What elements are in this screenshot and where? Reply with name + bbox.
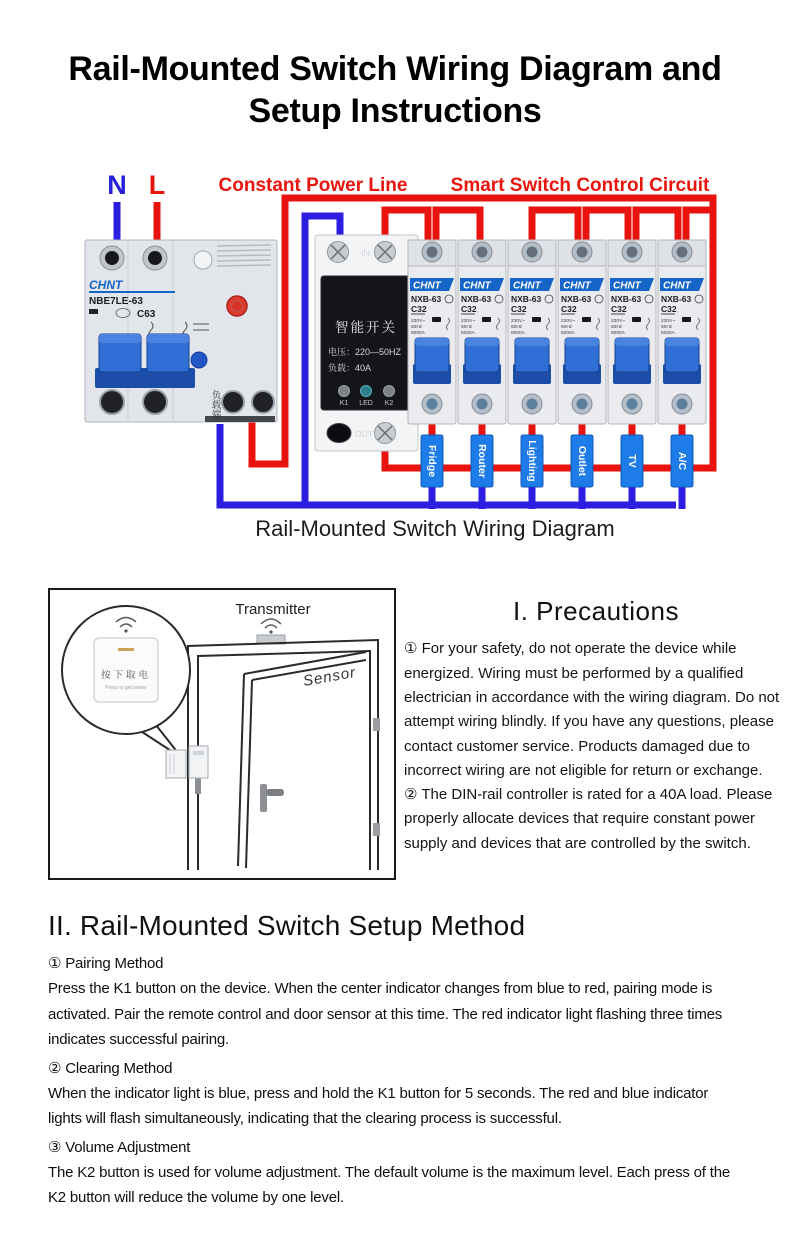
transmitter-label: Transmitter <box>235 601 311 619</box>
smart-circuit-label: Smart Switch Control Circuit <box>450 175 710 197</box>
middle-section <box>0 588 790 880</box>
breaker-spec: 230V~ <box>611 319 626 325</box>
setup-item-label: ③ Volume Adjustment <box>48 1138 191 1156</box>
breaker-spec: 50Hz <box>561 325 573 331</box>
indicator-window <box>482 317 491 322</box>
indicator-window <box>682 317 691 322</box>
branch-breaker <box>608 240 656 424</box>
page-title: Rail-Mounted Switch Wiring Diagram and Setup Instructions <box>68 50 722 131</box>
breaker-model: NXB-63 <box>611 294 642 305</box>
k1-button[interactable] <box>339 386 350 397</box>
breaker-brand: CHNT <box>663 280 691 292</box>
breaker-model: NXB-63 <box>561 294 592 305</box>
breaker-spec: 6000A <box>561 331 575 337</box>
main-breaker-brand: CHNT <box>89 278 123 293</box>
breaker-model: NXB-63 <box>511 294 542 305</box>
breaker-spec: 6000A <box>661 331 675 337</box>
out-label: OUT <box>355 429 373 440</box>
load-tag-text: Lighting <box>526 440 538 483</box>
live-label: L <box>148 170 166 201</box>
k2-label: K2 <box>384 400 394 408</box>
setup-item-body: When the indicator light is blue, press and hold the K1 button for 5 seconds. The red and blue indicator lights will flash simultaneously, indicating that the clearing process is successful. <box>48 1084 709 1128</box>
switch-text: 按下取电 <box>100 670 152 682</box>
breaker-spec: 230V~ <box>461 319 476 325</box>
breaker-rating: C32 <box>411 304 427 315</box>
breaker-spec: 230V~ <box>661 319 676 325</box>
switch-subtext: Press to get power <box>105 685 147 692</box>
main-breaker-model: NBE7LE-63 <box>89 296 143 308</box>
branch-breaker <box>458 240 506 424</box>
breaker-spec: 50Hz <box>661 325 673 331</box>
branch-breaker <box>558 240 606 424</box>
smart-switch-load: 负载：40A <box>328 363 372 374</box>
smart-switch-voltage: 电压：220—50HZ <box>328 347 402 358</box>
breaker-spec: 50Hz <box>461 325 473 331</box>
breaker-spec: 6000A <box>511 331 525 337</box>
sensor-label: Sensor <box>301 664 358 691</box>
precaution-item: ① For your safety, do not operate the device while energized. Wiring must be performed by a qualified electrician in accordance with the wiring diagram. Do not attempt wiring blindly. If you have any questions, please contact customer service. Products damaged due to incorrect wiring are not eligible for return or exchange. <box>404 640 780 779</box>
terminal-screw <box>222 391 244 413</box>
branch-breakers <box>408 240 706 424</box>
precaution-item: ② The DIN-rail controller is rated for a 40A load. Please properly allocate devices that require constant power supply and devices that are controlled by the switch. <box>404 786 773 852</box>
breaker-rating: C32 <box>561 304 577 315</box>
breaker-rating: C32 <box>461 304 477 315</box>
load-tag-text: A/C <box>676 452 688 471</box>
hinge <box>373 823 380 836</box>
wiring-diagram <box>0 158 790 556</box>
breaker-spec: 6000A <box>611 331 625 337</box>
load-tag-text: TV <box>626 454 638 469</box>
out-terminal <box>327 424 351 443</box>
indicator-window <box>582 317 591 322</box>
rcd-reset-button[interactable] <box>191 352 207 368</box>
branch-breaker <box>508 240 556 424</box>
breaker-model: NXB-63 <box>661 294 692 305</box>
k2-button[interactable] <box>384 386 395 397</box>
led-label: LED <box>359 400 373 408</box>
branch-breaker <box>658 240 706 424</box>
k1-label: K1 <box>339 400 349 408</box>
breaker-spec: 230V~ <box>561 319 576 325</box>
breaker-model: NXB-63 <box>461 294 492 305</box>
smart-switch-name: 智能开关 <box>335 320 397 336</box>
load-side-text: 负载端 <box>209 390 221 419</box>
precautions-heading: I. Precautions <box>513 596 679 627</box>
breaker-rating: C32 <box>511 304 527 315</box>
neutral-label: N <box>107 170 127 201</box>
terminal-screw <box>252 391 274 413</box>
main-breaker-rating: C63 <box>137 309 156 321</box>
setup-item-body: The K2 button is used for volume adjustment. The default volume is the maximum level. Each press of the K2 button will reduce the volume by one level. <box>48 1163 730 1207</box>
setup-item-body: Press the K1 button on the device. When the center indicator changes from blue to red, pairing mode is activated. Pair the remote control and door sensor at this time. The red indicator light flashing three times indicates successful pairing. <box>48 980 723 1049</box>
breaker-spec: 230V~ <box>411 319 426 325</box>
load-tag-text: Router <box>476 444 488 479</box>
breaker-model: NXB-63 <box>411 294 442 305</box>
terminal-screw <box>143 390 167 414</box>
breaker-spec: 50Hz <box>411 325 423 331</box>
load-tags <box>421 435 693 487</box>
in-label: IN <box>361 248 370 259</box>
terminal-screw <box>100 390 124 414</box>
breaker-brand: CHNT <box>463 280 491 292</box>
led-indicator <box>361 386 372 397</box>
switch-indicator <box>118 648 134 651</box>
breaker-brand: CHNT <box>513 280 541 292</box>
branch-breaker <box>408 240 456 424</box>
setup-heading: II. Rail-Mounted Switch Setup Method <box>48 910 526 942</box>
hinge <box>373 718 380 731</box>
breaker-spec: 50Hz <box>611 325 623 331</box>
breaker-spec: 6000A <box>411 331 425 337</box>
breaker-spec: 50Hz <box>511 325 523 331</box>
load-tag-text: Outlet <box>576 446 588 477</box>
constant-power-label: Constant Power Line <box>218 175 408 197</box>
setup-item-label: ① Pairing Method <box>48 955 164 973</box>
breaker-brand: CHNT <box>413 280 441 292</box>
breaker-spec: 230V~ <box>511 319 526 325</box>
breaker-brand: CHNT <box>613 280 641 292</box>
precautions-section <box>404 588 790 880</box>
indicator-window <box>532 317 541 322</box>
breaker-rating: C32 <box>611 304 627 315</box>
indicator-window <box>432 317 441 322</box>
installation-illustration <box>48 588 396 880</box>
load-tag-text: Fridge <box>426 445 438 478</box>
smart-switch <box>315 235 418 451</box>
setup-item-label: ② Clearing Method <box>48 1059 173 1077</box>
indicator-window <box>89 309 98 314</box>
setup-section <box>48 910 742 1211</box>
breaker-spec: 6000A <box>461 331 475 337</box>
latch-plate <box>195 778 201 794</box>
breaker-brand: CHNT <box>563 280 591 292</box>
diagram-caption: Rail-Mounted Switch Wiring Diagram <box>255 516 615 542</box>
indicator-window <box>632 317 641 322</box>
breaker-rating: C32 <box>661 304 677 315</box>
main-breaker <box>85 240 277 422</box>
reset-hole <box>194 251 212 269</box>
